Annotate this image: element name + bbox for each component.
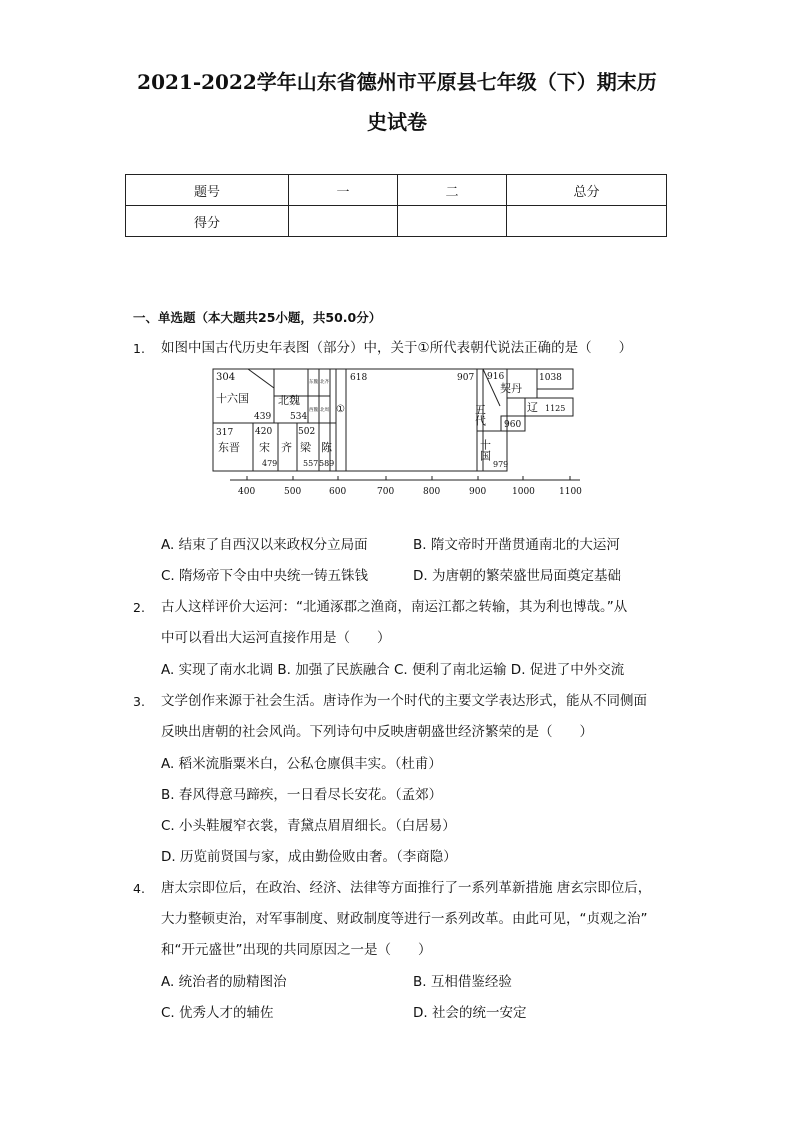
- page-title: [0, 62, 794, 142]
- table-cell: [507, 206, 667, 237]
- label-960: 960: [504, 420, 522, 430]
- q1-option-c[interactable]: C. 隋炀帝下令由中央统一铸五铢钱: [161, 568, 369, 584]
- table-cell: 一: [289, 175, 398, 206]
- question-text-line1: 古人这样评价大运河：“北通涿郡之渔商，南运江都之转输，其为利也博哉。”从: [161, 599, 628, 615]
- question-number: 3.: [133, 694, 145, 709]
- tick-label: 500: [284, 487, 302, 497]
- label-979: 979: [493, 460, 509, 469]
- label-317: 317: [216, 428, 234, 438]
- label-dongwei: 东魏: [309, 380, 318, 385]
- label-wudai: 五代: [473, 404, 487, 426]
- q4-option-b[interactable]: B. 互相借鉴经验: [413, 974, 512, 990]
- q4-option-d[interactable]: D. 社会的统一安定: [413, 1005, 527, 1021]
- tick-label: 600: [329, 487, 347, 497]
- table-cell: [289, 206, 398, 237]
- question-3: [133, 686, 663, 748]
- tick-label: 900: [469, 487, 487, 497]
- label-557: 557: [303, 459, 319, 468]
- question-4: [133, 873, 663, 966]
- label-beizhou: 北周: [320, 408, 329, 413]
- table-cell: 二: [398, 175, 507, 206]
- label-304: 304: [216, 372, 236, 383]
- label-1038: 1038: [539, 373, 562, 383]
- question-text-line2: 中可以看出大运河直接作用是（ ）: [161, 630, 391, 646]
- tick-label: 1000: [512, 487, 535, 497]
- question-number: 2.: [133, 600, 145, 615]
- question-number: 4.: [133, 881, 145, 896]
- label-qidan: 契丹: [500, 382, 522, 395]
- q1-option-a[interactable]: A. 结束了自西汉以来政权分立局面: [161, 537, 368, 553]
- question-1: [133, 333, 663, 364]
- block-sui-edge: [330, 369, 336, 471]
- label-1125: 1125: [545, 404, 566, 413]
- label-beiwei: 北魏: [278, 394, 300, 407]
- q1-option-d[interactable]: D. 为唐朝的繁荣盛世局面奠定基础: [413, 568, 621, 584]
- block-tang: [346, 369, 477, 471]
- label-907: 907: [457, 373, 475, 383]
- label-liang: 梁: [300, 441, 311, 454]
- title-line-2: 史试卷: [367, 110, 427, 134]
- label-502: 502: [298, 427, 316, 437]
- label-liao: 辽: [527, 401, 538, 414]
- label-dongjin: 东晋: [218, 441, 240, 454]
- label-534: 534: [290, 412, 308, 422]
- tick-label: 700: [377, 487, 395, 497]
- label-xiwei: 西魏: [309, 408, 318, 413]
- table-cell: 总分: [507, 175, 667, 206]
- q4-option-a[interactable]: A. 统治者的励精图治: [161, 974, 287, 990]
- tick-label: 1100: [559, 487, 582, 497]
- label-song: 宋: [259, 441, 270, 454]
- question-text-line3: 和“开元盛世”出现的共同原因之一是（ ）: [161, 942, 432, 958]
- section-heading: 一、单选题（本大题共25小题，共50.0分）: [133, 310, 382, 325]
- q1-option-b[interactable]: B. 隋文帝时开凿贯通南北的大运河: [413, 537, 620, 553]
- label-439: 439: [254, 412, 272, 422]
- question-2: [133, 592, 663, 654]
- q4-option-c[interactable]: C. 优秀人才的辅佐: [161, 1005, 274, 1021]
- label-chen: 陈: [321, 441, 332, 454]
- tick-label: 800: [423, 487, 441, 497]
- q2-options[interactable]: A. 实现了南水北调 B. 加强了民族融合 C. 便利了南北运输 D. 促进了中外交流: [161, 662, 625, 678]
- q3-option-a[interactable]: A. 稻米流脂粟米白，公私仓廪俱丰实。（杜甫）: [161, 756, 442, 772]
- table-row: [126, 175, 667, 206]
- question-text-line1: 文学创作来源于社会生活。唐诗作为一个时代的主要文学表达形式，能从不同侧面: [161, 693, 647, 709]
- q3-option-b[interactable]: B. 春风得意马蹄疾，一日看尽长安花。（孟郊）: [161, 787, 443, 803]
- question-text-line2: 大力整顿吏治，对军事制度、财政制度等进行一系列改革。由此可见，“贞观之治”: [161, 911, 648, 927]
- label-589: 589: [319, 459, 335, 468]
- score-table: [125, 174, 667, 237]
- divider-line: [248, 369, 274, 388]
- question-text-line1: 唐太宗即位后，在政治、经济、法律等方面推行了一系列革新措施 唐玄宗即位后，: [161, 880, 652, 896]
- label-qi: 齐: [281, 441, 292, 454]
- label-beiqi: 北齐: [320, 380, 329, 385]
- q3-option-d[interactable]: D. 历览前贤国与家，成由勤俭败由奢。（李商隐）: [161, 849, 457, 865]
- table-row: [126, 206, 667, 237]
- label-618: 618: [350, 373, 368, 383]
- label-shiguo: 十国: [478, 439, 492, 461]
- label-shiliuguo: 十六国: [216, 392, 249, 405]
- timeline-chart: [210, 366, 585, 502]
- timeline-svg: [210, 366, 585, 502]
- title-line-1: 2021-2022学年山东省德州市平原县七年级（下）期末历: [137, 70, 657, 94]
- question-text: 如图中国古代历史年表图（部分）中，关于①所代表朝代说法正确的是（ ）: [161, 340, 633, 356]
- block-circle1: [336, 369, 346, 471]
- q3-option-c[interactable]: C. 小头鞋履窄衣裳，青黛点眉眉细长。（白居易）: [161, 818, 456, 834]
- question-text-line2: 反映出唐朝的社会风尚。下列诗句中反映唐朝盛世经济繁荣的是（ ）: [161, 724, 593, 740]
- label-circle1: ①: [336, 404, 345, 415]
- label-420: 420: [255, 427, 273, 437]
- tick-label: 400: [238, 487, 256, 497]
- label-916: 916: [487, 372, 505, 382]
- table-cell: [398, 206, 507, 237]
- label-479: 479: [262, 459, 278, 468]
- table-cell: 得分: [126, 206, 289, 237]
- question-number: 1.: [133, 341, 145, 356]
- table-cell: 题号: [126, 175, 289, 206]
